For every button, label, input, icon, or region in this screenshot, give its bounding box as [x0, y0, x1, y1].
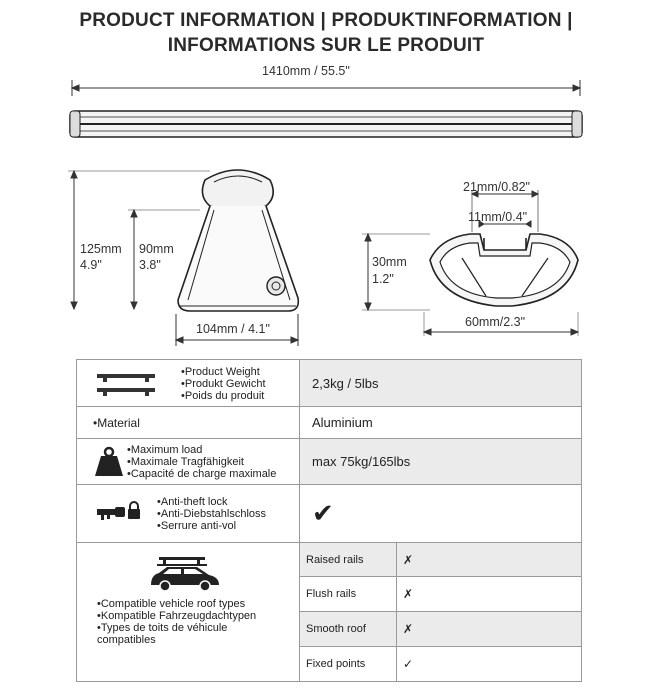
weight-label-de: •Produkt Gewicht: [181, 378, 266, 390]
roof-bar-foot-icon: [178, 170, 298, 311]
roof-label-fr-1: •Types de toits de véhicule: [97, 622, 228, 634]
roof-type-name: Smooth roof: [300, 612, 397, 647]
spec-table: [76, 359, 582, 682]
lock-label-de: •Anti-Diebstahlschloss: [157, 508, 267, 520]
roof-label-de: •Kompatible Fahrzeugdachtypen: [97, 610, 257, 622]
inner-height-mm-label: 90mm: [139, 242, 174, 256]
material-label-cell: [77, 407, 300, 439]
material-value: Aluminium: [300, 407, 582, 439]
load-value: max 75kg/165lbs: [300, 439, 582, 485]
roof-type-check-icon: ✓: [397, 647, 582, 682]
weight-label-en: •Product Weight: [181, 366, 260, 378]
slot-inner-label: 11mm/0.4": [468, 210, 528, 224]
lock-label-fr: •Serrure anti-vol: [157, 520, 237, 532]
total-height-mm-label: 125mm: [80, 242, 122, 256]
roof-type-name: Raised rails: [300, 543, 397, 577]
lock-row: [77, 485, 582, 543]
total-height-in-label: 4.9": [80, 258, 102, 272]
page-title-line-1: PRODUCT INFORMATION | PRODUKTINFORMATION |: [79, 10, 573, 31]
lock-label-cell: [77, 485, 300, 543]
roof-label-cell: [77, 543, 300, 682]
roof-type-name: Flush rails: [300, 577, 397, 612]
lock-check-icon: ✔: [300, 485, 582, 543]
weight-icon: [93, 446, 125, 478]
material-label: •Material: [93, 416, 140, 430]
profile-width-label: 60mm/2.3": [465, 315, 526, 329]
weight-value: 2,3kg / 5lbs: [300, 360, 582, 407]
load-label-de: •Maximale Tragfähigkeit: [127, 456, 244, 468]
load-row: [77, 439, 582, 485]
profile-height-in-label: 1.2": [372, 272, 394, 286]
inner-height-in-label: 3.8": [139, 258, 161, 272]
profile-height-mm-label: 30mm: [372, 255, 407, 269]
roof-row-raised: [77, 543, 582, 577]
roof-bar-icon: [70, 111, 582, 137]
roof-label-fr-2: compatibles: [97, 634, 156, 646]
weight-label-fr: •Poids du produit: [181, 390, 265, 402]
roof-bars-icon: [93, 370, 159, 398]
roof-type-cross-icon: ✗: [397, 577, 582, 612]
weight-label-cell: [77, 360, 300, 407]
load-label-cell: [77, 439, 300, 485]
car-roof-icon: [147, 555, 223, 593]
key-lock-icon: [95, 501, 141, 527]
weight-row: [77, 360, 582, 407]
material-row: [77, 407, 582, 439]
foot-width-label: 104mm / 4.1": [196, 322, 270, 336]
roof-label-en: •Compatible vehicle roof types: [97, 598, 246, 610]
length-label: 1410mm / 55.5": [262, 64, 350, 78]
slot-outer-label: 21mm/0.82": [463, 180, 530, 194]
page-title-line-2: INFORMATIONS SUR LE PRODUIT: [167, 35, 485, 56]
lock-label-en: •Anti-theft lock: [157, 496, 228, 508]
bar-profile-icon: [430, 234, 578, 306]
length-dimension-line: [72, 80, 580, 96]
roof-type-cross-icon: ✗: [397, 612, 582, 647]
roof-type-name: Fixed points: [300, 647, 397, 682]
load-label-fr: •Capacité de charge maximale: [127, 468, 277, 480]
load-label-en: •Maximum load: [127, 444, 203, 456]
roof-type-cross-icon: ✗: [397, 543, 582, 577]
